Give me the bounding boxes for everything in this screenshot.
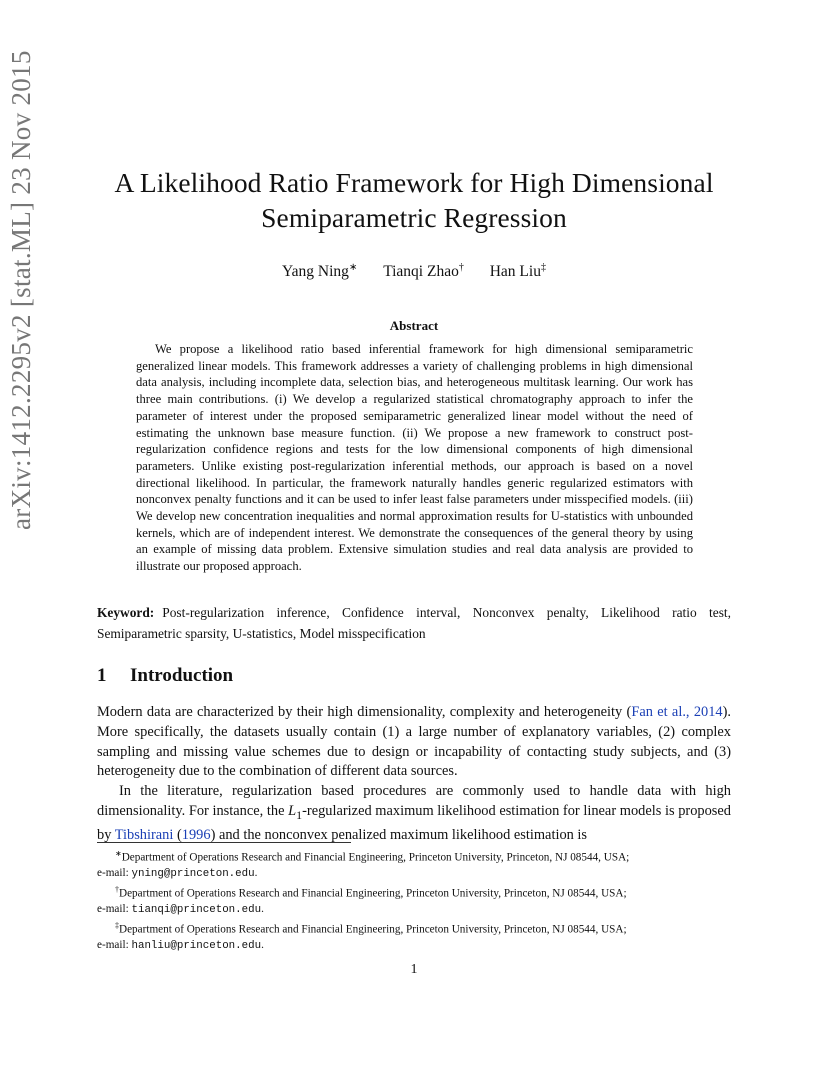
email-address[interactable]: hanliu@princeton.edu	[131, 940, 262, 953]
title-line-1: A Likelihood Ratio Framework for High Dimensional	[114, 167, 714, 198]
math-subscript: 1	[296, 807, 303, 822]
footnotes	[97, 846, 731, 954]
abstract-text: We propose a likelihood ratio based inferential framework for high dimensional semiparametric generalized linear models. This framework addresses a variety of challenging problems in high dimensional data analysis, including incomplete data, selection bias, and heterogeneous multitask learning. Our work has three main contributions. (i) We develop a regularized statistical chromatography approach to infer the parameter of interest under the proposed semiparametric generalized linear model without the need of estimating the unknown base measure function. (ii) We propose a new framework to construct post-regularization confidence regions and tests for the low dimensional components of high dimensional parameters. Unlike existing post-regularization inferential methods, our approach is based on a novel directional likelihood. In particular, the framework naturally handles generic regularized estimators with nonconvex penalty functions and it can be used to infer least false parameters under misspecified models. (iii) We develop new concentration inequalities and normal approximation results for U-statistics with unbounded kernels, which are of independent interest. We demonstrate the consequences of the general theory by using an example of missing data problem. Extensive simulation studies and real data analysis are provided to illustrate our proposed approach.	[136, 342, 693, 574]
author	[490, 262, 546, 281]
footnote-mark: †	[115, 885, 119, 895]
paragraph-text: In the literature, regularization based procedures are commonly used to handle data with high dimensionality. For instance, the	[97, 783, 731, 819]
author	[282, 262, 357, 281]
citation-link[interactable]: Fan et al., 2014	[631, 704, 723, 720]
email-label: e-mail:	[97, 939, 132, 952]
author-mark: †	[458, 262, 464, 273]
footnote-text: Department of Operations Research and Financial Engineering, Princeton University, Princeton, NJ 08544, USA;	[121, 851, 630, 864]
citation-link[interactable]: Tibshirani	[114, 826, 174, 843]
footnote-mark: ‡	[115, 921, 119, 931]
footnote-text: Department of Operations Research and Financial Engineering, Princeton University, Princeton, NJ 08544, USA;	[119, 924, 627, 937]
math-symbol: L	[288, 802, 297, 819]
footnote-mark: ∗	[115, 849, 122, 858]
email-address[interactable]: tianqi@princeton.edu	[131, 904, 262, 917]
footnote	[97, 846, 731, 882]
paragraph-2	[97, 782, 731, 845]
author-mark: ‡	[540, 262, 546, 273]
title-line-2: Semiparametric Regression	[261, 202, 567, 233]
footnote	[97, 918, 731, 954]
email-label: e-mail:	[97, 866, 132, 879]
citation-year-link[interactable]: 1996	[181, 826, 211, 843]
paragraph-text: ). More specifically, the datasets usually contain (1) a large number of explanatory variables, (2) complex sampling and missing value schemes due to design or incapability of contacting study subjects, and (3) heterogeneity due to the combination of different data sources.	[97, 704, 731, 780]
author-mark: ∗	[348, 262, 358, 273]
paragraph-text: (	[173, 826, 182, 843]
email-label: e-mail:	[97, 903, 132, 916]
author-name: Tianqi Zhao	[383, 263, 459, 281]
paragraph-text: Modern data are characterized by their high dimensionality, complexity and heterogeneity (	[97, 704, 632, 720]
author-name: Yang Ning	[282, 263, 349, 281]
abstract-heading: Abstract	[389, 318, 439, 333]
page-number: 1	[410, 962, 418, 977]
footnote-divider	[97, 842, 351, 843]
section-number: 1	[97, 665, 107, 686]
keywords-text: Post-regularization inference, Confidence interval, Nonconvex penalty, Likelihood ratio test, Semiparametric sparsity, U-statistics, Model misspecification	[97, 605, 731, 641]
paragraph-text: ) and the nonconvex penalized maximum likelihood estimation is	[210, 826, 588, 843]
body-text	[97, 703, 731, 845]
author	[383, 262, 464, 281]
section-heading	[97, 665, 233, 687]
footnote-end: .	[254, 866, 258, 879]
footnote-end: .	[261, 903, 264, 916]
paper-title	[0, 165, 828, 235]
author-list	[0, 262, 828, 281]
footnote-text: Department of Operations Research and Financial Engineering, Princeton University, Princeton, NJ 08544, USA;	[119, 887, 627, 900]
email-address[interactable]: yning@princeton.edu	[131, 867, 255, 880]
section-title: Introduction	[130, 665, 234, 686]
author-name: Han Liu	[489, 263, 541, 281]
footnote-end: .	[261, 939, 264, 952]
keywords-label: Keyword:	[97, 605, 155, 620]
arxiv-identifier: arXiv:1412.2295v2 [stat.ML] 23 Nov 2015	[6, 50, 36, 530]
paragraph-text: -regularized maximum likelihood estimation for linear models is proposed by	[97, 802, 731, 843]
paragraph-1	[97, 703, 731, 782]
footnote	[97, 882, 731, 918]
keywords	[97, 603, 731, 644]
